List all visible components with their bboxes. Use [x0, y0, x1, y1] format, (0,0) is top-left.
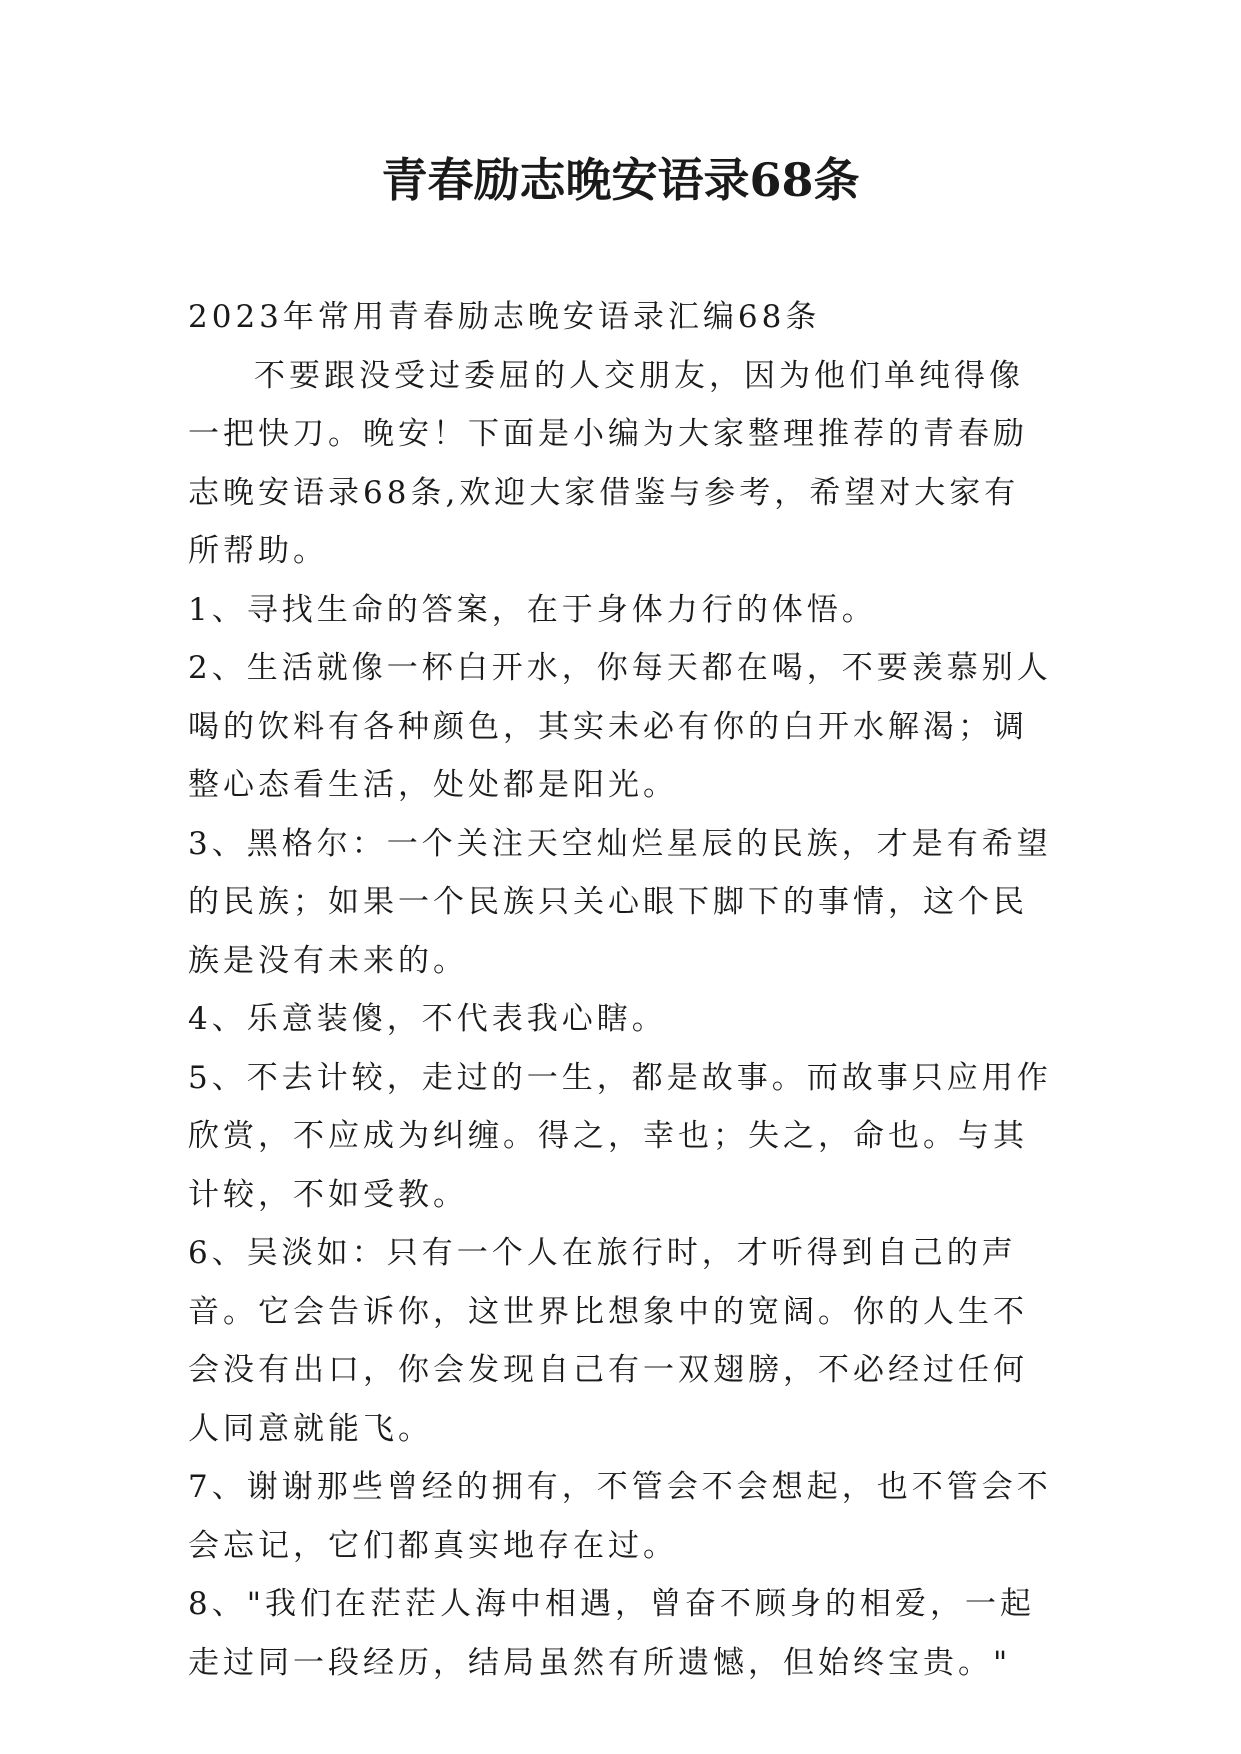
- list-item: 6、吴淡如：只有一个人在旅行时，才听得到自己的声音。它会告诉你，这世界比想象中的宽阔。你的人生不会没有出口，你会发现自己有一双翅膀，不必经过任何人同意就能飞。: [188, 1235, 1028, 1447]
- list-item: 3、黑格尔：一个关注天空灿烂星辰的民族，才是有希望的民族；如果一个民族只关心眼下脚下的事情，这个民族是没有未来的。: [188, 825, 1052, 979]
- list-item: 2、生活就像一杯白开水，你每天都在喝，不要羡慕别人喝的饮料有各种颜色，其实未必有你的白开水解渴；调整心态看生活，处处都是阳光。: [188, 650, 1052, 803]
- intro-paragraph: 不要跟没受过委屈的人交朋友，因为他们单纯得像一把快刀。晚安！下面是小编为大家整理推荐的青春励志晚安语录68条,欢迎大家借鉴与参考，希望对大家有所帮助。: [188, 357, 1028, 569]
- document-body: [188, 288, 1054, 1692]
- list-item: 8、"我们在茫茫人海中相遇，曾奋不顾身的相爱，一起走过同一段经历，结局虽然有所遗憾，但始终宝贵。": [188, 1586, 1035, 1681]
- document-subtitle: 2023年常用青春励志晚安语录汇编68条: [188, 299, 821, 335]
- document-title: 青春励志晚安语录68条: [381, 153, 860, 207]
- list-item: 1、寻找生命的答案，在于身体力行的体悟。: [188, 591, 877, 628]
- list-item: 4、乐意装傻，不代表我心瞎。: [188, 1001, 667, 1037]
- list-item: 7、谢谢那些曾经的拥有，不管会不会想起，也不管会不会忘记，它们都真实地存在过。: [188, 1469, 1052, 1564]
- list-item: 5、不去计较，走过的一生，都是故事。而故事只应用作欣赏，不应成为纠缠。得之，幸也；失之，命也。与其计较，不如受教。: [188, 1059, 1052, 1213]
